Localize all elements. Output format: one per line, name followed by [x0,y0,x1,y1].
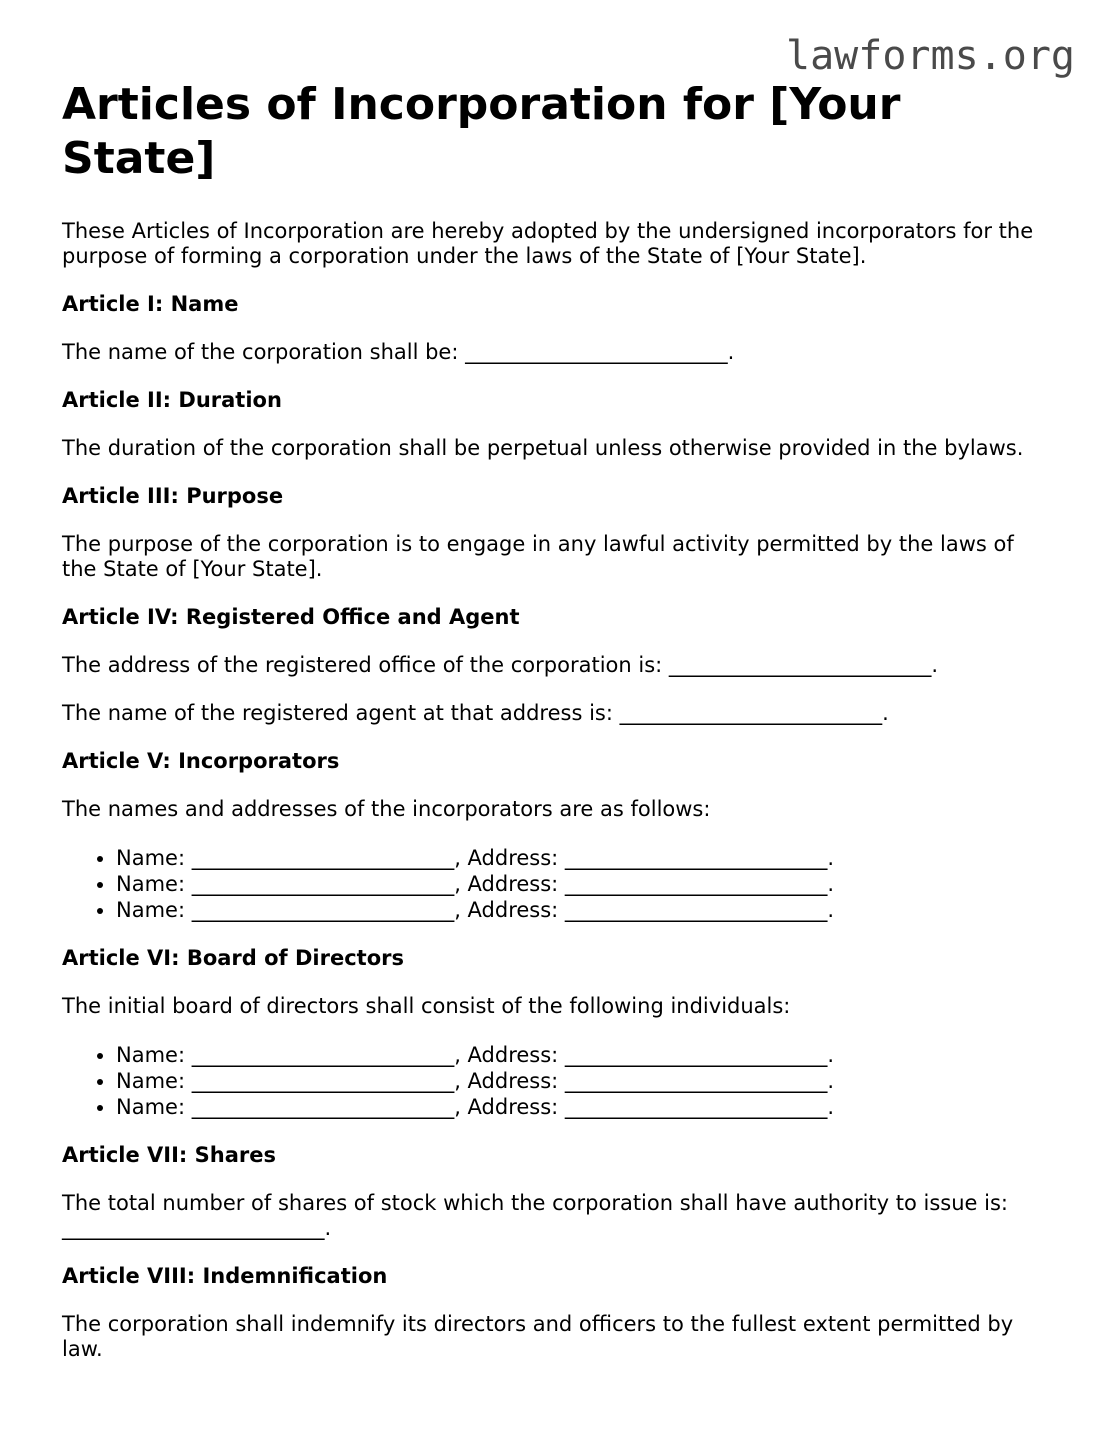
article-7-heading: Article VII: Shares [62,1143,276,1167]
article-2-heading: Article II: Duration [62,388,282,412]
article-5-heading: Article V: Incorporators [62,749,340,773]
article-4-agent-text: The name of the registered agent at that address is: _________________________. [62,701,889,725]
article-2-text: The duration of the corporation shall be perpetual unless otherwise provided in the bylaws. [62,436,1024,460]
article-3-heading: Article III: Purpose [62,484,284,508]
article-1-text: The name of the corporation shall be: _________________________. [62,340,735,364]
article-4-office-text: The address of the registered office of the corporation is: _________________________. [62,653,939,677]
article-6-heading: Article VI: Board of Directors [62,946,404,970]
article-8-heading: Article VIII: Indemnification [62,1264,388,1288]
article-4-heading: Article IV: Registered Office and Agent [62,605,520,629]
list-item: • Name: _________________________, Address: _________________________. [116,1068,1052,1094]
directors-list [62,1042,1052,1120]
watermark-logo: lawforms.org [786,33,1075,79]
article-5-text: The names and addresses of the incorporators are as follows: [62,797,711,821]
article-8-text: The corporation shall indemnify its directors and officers to the fullest extent permitted by law. [62,1312,1014,1361]
list-item: • Name: _________________________, Address: _________________________. [116,1042,1052,1068]
list-item: • Name: _________________________, Address: _________________________. [116,897,1052,923]
article-7-text: The total number of shares of stock which the corporation shall have authority to issue is: _________________________. [62,1191,1008,1240]
incorporators-list [62,845,1052,923]
list-item: • Name: _________________________, Address: _________________________. [116,845,1052,871]
document-page [62,78,1052,1362]
article-6-text: The initial board of directors shall consist of the following individuals: [62,994,791,1018]
article-3-text: The purpose of the corporation is to engage in any lawful activity permitted by the laws of the State of [Your State]. [62,532,1014,581]
document-title: Articles of Incorporation for [Your State] [62,79,901,184]
article-1-heading: Article I: Name [62,292,239,316]
intro-paragraph: These Articles of Incorporation are hereby adopted by the undersigned incorporators for the purpose of forming a corporation under the laws of the State of [Your State]. [62,219,1034,268]
list-item: • Name: _________________________, Address: _________________________. [116,1094,1052,1120]
list-item: • Name: _________________________, Address: _________________________. [116,871,1052,897]
